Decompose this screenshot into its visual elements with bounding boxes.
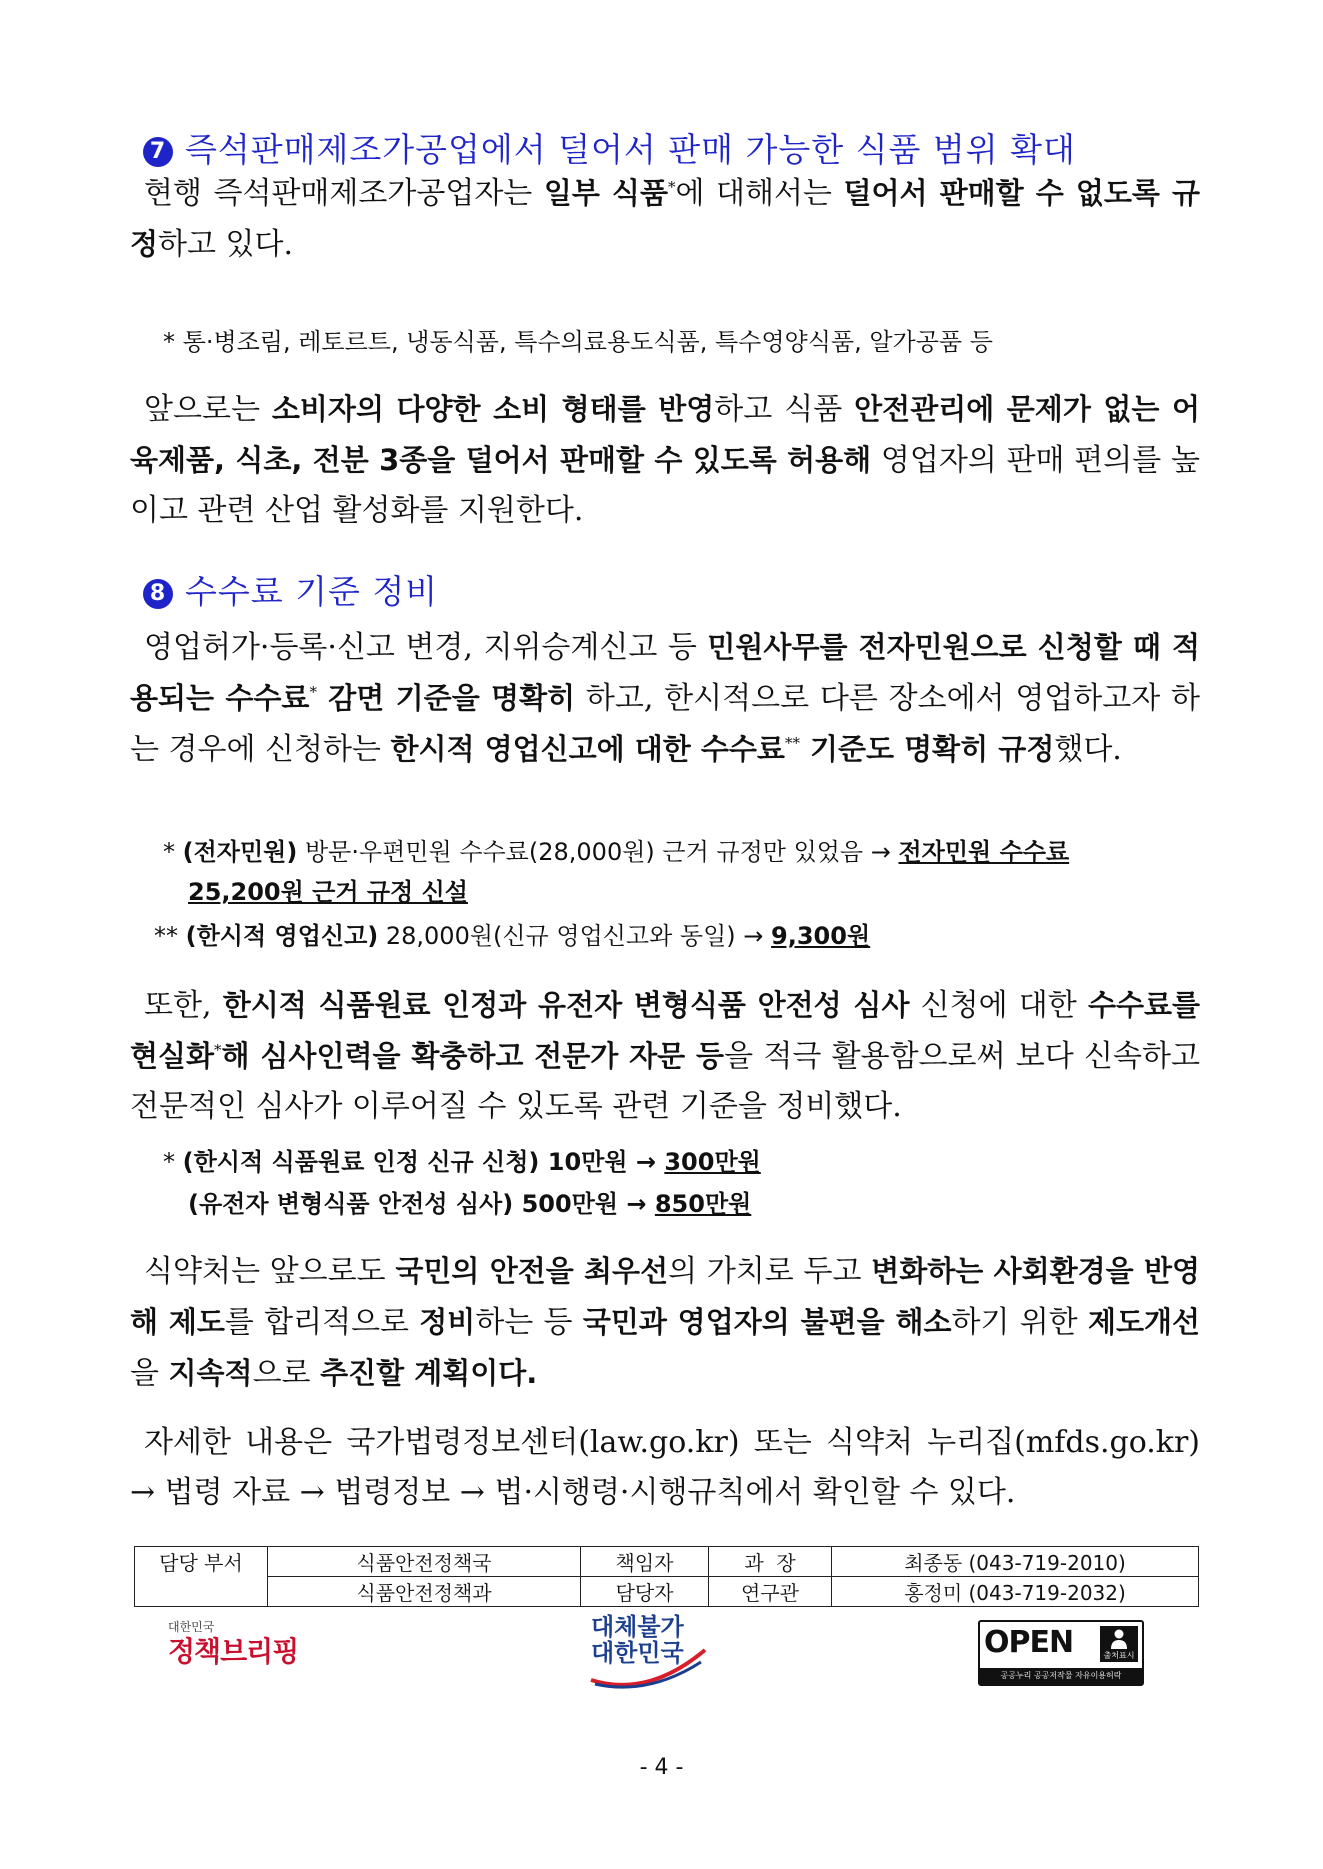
- text: 식약처는 앞으로도: [144, 1254, 396, 1289]
- underlined-text: 300만원: [664, 1148, 761, 1176]
- person-cell: 최종동 (043-719-2010): [832, 1547, 1199, 1577]
- bold-text: 안전관리에 문제가 없는 어육제품, 식초, 전분 3종을 덜어서 판매할 수 있도록 허용해: [130, 392, 1200, 477]
- underlined-text: 전자민원 수수료: [898, 838, 1070, 866]
- dept-label-cell: 담당 부서: [135, 1547, 268, 1607]
- section-7-title: [143, 124, 1076, 171]
- bold-text: 추진할 계획이다.: [320, 1356, 538, 1390]
- footnote-mark: *: [163, 1148, 175, 1176]
- text: 영업자의 판매 편의를 높이고 관련 산업 활성화를 지원한다.: [130, 443, 1200, 528]
- text: 를 합리적으로: [224, 1305, 420, 1340]
- reference-paragraph: [130, 1418, 1200, 1518]
- table-row: [135, 1577, 1199, 1607]
- bold-text: 제도개선: [1087, 1305, 1200, 1339]
- text: 하는 등: [475, 1305, 583, 1340]
- bold-text: 소비자의 다양한 소비 형태를 반영: [271, 392, 715, 426]
- bold-text: 민원사무를 전자민원으로 신청할 때 적용되는 수수료: [130, 630, 1200, 715]
- contact-table: [134, 1546, 1199, 1607]
- bold-text: 국민의 안전을 최우선: [395, 1254, 669, 1288]
- policy-briefing-logo: [168, 1620, 318, 1680]
- logo-main-text: [168, 1634, 318, 1670]
- person-cell: 홍정미 (043-719-2032): [832, 1577, 1199, 1607]
- position-cell: 과 장: [709, 1547, 832, 1577]
- bold-text: 감면 기준을 명확히: [316, 681, 576, 715]
- kogl-caption: 공공누리 공공저작물 자유이용허락: [980, 1668, 1142, 1684]
- slogan-line-1: 대체불가: [591, 1613, 684, 1641]
- underlined-text: 9,300원: [771, 922, 871, 950]
- text: 영업허가·등록·신고 변경, 지위승계신고 등: [144, 630, 708, 665]
- slogan-line-2: 대한민국: [591, 1639, 684, 1667]
- role-cell: 책임자: [581, 1547, 709, 1577]
- underlined-text: 25,200원 근거 규정 신설: [188, 878, 468, 906]
- footnote-mark: **: [154, 922, 178, 950]
- underlined-text: 850만원: [654, 1190, 752, 1218]
- bold-text: (유전자 변형식품 안전성 심사) 500만원 →: [188, 1190, 655, 1218]
- text: 앞으로는: [144, 392, 272, 427]
- bold-text: 해 심사인력을 확충하고 전문가 자문 등: [221, 1039, 725, 1073]
- section-7-title-text: 즉석판매제조가공업에서 덜어서 판매 가능한 식품 범위 확대: [185, 130, 1076, 169]
- text: 하고 있다.: [158, 227, 294, 262]
- slogan-logo: [583, 1610, 713, 1690]
- section-8-number-icon: 8: [143, 579, 173, 609]
- footnote-mark: **: [784, 734, 800, 752]
- section-7-paragraph-1: [130, 168, 1200, 270]
- bold-text: 덜어서 판매할 수 없도록 규정: [130, 176, 1200, 261]
- section-8-title: [143, 566, 438, 613]
- text: 28,000원(신규 영업신고와 동일) →: [378, 922, 772, 950]
- bold-text: 기준도 명확히 규정: [799, 732, 1055, 766]
- footnote-mark: *: [163, 838, 175, 866]
- text: 했다.: [1054, 732, 1122, 767]
- text: 하고 식품: [714, 392, 855, 427]
- bold-text: (전자민원): [182, 838, 298, 866]
- text: 현행 즉석판매제조가공업자는: [144, 176, 544, 211]
- section-8-note-3-cont: [188, 1184, 751, 1224]
- division-cell: 식품안전정책과: [268, 1577, 581, 1607]
- kogl-open-logo: [978, 1620, 1144, 1686]
- attribution-badge: [1100, 1626, 1138, 1662]
- text: 하기 위한: [951, 1305, 1088, 1340]
- text: 하고, 한시적으로 다른 장소에서 영업하고자 하는 경우에 신청하는: [130, 681, 1201, 767]
- text: 으로: [252, 1356, 321, 1391]
- role-cell: 담당자: [581, 1577, 709, 1607]
- open-text: OPEN: [984, 1625, 1074, 1660]
- text: 자세한 내용은 국가법령정보센터(law.go.kr) 또는 식약처 누리집(mfds.go.kr) → 법령 자료 → 법령정보 → 법·시행령·시행규칙에서 확인할 수 있다.: [130, 1425, 1200, 1510]
- logo-main-word: 정책브리핑: [168, 1635, 299, 1668]
- section-7-paragraph-2: [130, 384, 1200, 536]
- text: 방문·우편민원 수수료(28,000원) 근거 규정만 있었음 →: [297, 838, 899, 866]
- section-8-paragraph-1: [130, 622, 1200, 775]
- table-row: [135, 1547, 1199, 1577]
- text: 에 대해서는: [675, 176, 844, 211]
- bold-text: 변화하는 사회환경을 반영해 제도: [130, 1254, 1200, 1339]
- text: 을 적극 활용함으로써 보다 신속하고 전문적인 심사가 이루어질 수 있도록 관련 기준을 정비했다.: [130, 1039, 1200, 1124]
- section-8-title-text: 수수료 기준 정비: [185, 572, 439, 611]
- text: 의 가치로 두고: [668, 1254, 872, 1289]
- bold-text: 지속적: [168, 1356, 253, 1390]
- text: 신청에 대한: [909, 988, 1088, 1023]
- bold-text: 한시적 식품원료 인정과 유전자 변형식품 안전성 심사: [222, 988, 910, 1022]
- person-icon: [1109, 1628, 1129, 1650]
- footnote-mark: *: [214, 1041, 222, 1059]
- footnote-mark: *: [309, 683, 317, 701]
- bold-text: 정비: [419, 1305, 476, 1339]
- section-8-note-1: [163, 832, 1069, 872]
- page-number: - 4 -: [639, 1755, 684, 1780]
- closing-paragraph: [130, 1246, 1200, 1399]
- bold-text: 일부 식품: [543, 176, 668, 210]
- footnote-mark: *: [667, 178, 676, 196]
- bold-text: 한시적 영업신고에 대한 수수료: [390, 732, 785, 766]
- section-8-note-2: [154, 916, 870, 956]
- bold-text: 수수료를 현실화: [130, 988, 1200, 1073]
- badge-text: 출처표시: [1103, 1651, 1135, 1660]
- text: 을: [130, 1356, 169, 1391]
- section-7-number-icon: 7: [143, 137, 173, 167]
- bureau-cell: 식품안전정책국: [268, 1547, 581, 1577]
- bold-text: (한시적 식품원료 인정 신규 신청) 10만원 →: [182, 1148, 665, 1176]
- text: 또한,: [144, 988, 223, 1023]
- bold-text: (한시적 영업신고): [185, 922, 379, 950]
- section-8-paragraph-2: [130, 980, 1200, 1132]
- logo-small-text: 대한민국: [168, 1620, 215, 1634]
- section-8-note-1-cont: [188, 872, 468, 912]
- position-cell: 연구관: [709, 1577, 832, 1607]
- section-8-note-3: [163, 1142, 761, 1182]
- bold-text: 국민과 영업자의 불편을 해소: [582, 1305, 952, 1339]
- section-7-note: * 통·병조림, 레토르트, 냉동식품, 특수의료용도식품, 특수영양식품, 알가공품 등: [163, 328, 993, 356]
